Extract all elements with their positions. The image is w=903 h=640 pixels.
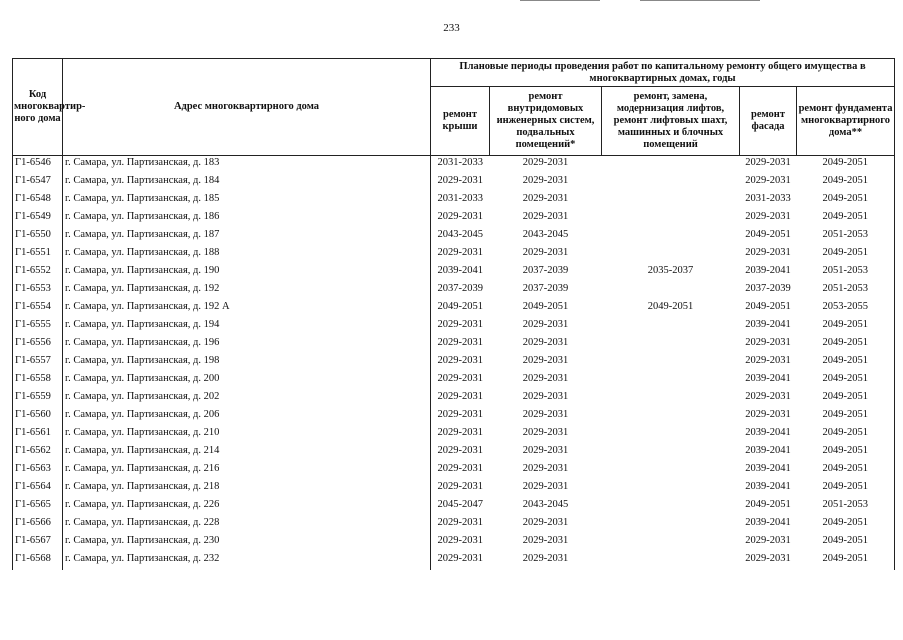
cell-address: г. Самара, ул. Партизанская, д. 228 [63,516,431,534]
cell-lifts [602,192,740,210]
cell-engineering: 2029-2031 [522,373,569,384]
cell-lifts [602,534,740,552]
cell-facade: 2029-2031 [745,391,791,402]
cell-address: г. Самара, ул. Партизанская, д. 192 [63,282,431,300]
cell-roof: 2029-2031 [431,426,490,444]
scan-edge-line-left [520,0,600,1]
cell-code: Г1-6551 [13,246,63,264]
cell-lifts [602,462,740,480]
cell-facade: 2049-2051 [745,229,791,240]
cell-address: г. Самара, ул. Партизанская, д. 194 [63,318,431,336]
cell-lifts [602,390,740,408]
cell-engineering: 2037-2039 [522,283,569,294]
cell-address: г. Самара, ул. Партизанская, д. 192 А [63,300,431,318]
cell-roof: 2029-2031 [431,390,490,408]
table-row [13,480,895,498]
table-row [13,408,895,426]
cell-engineering: 2029-2031 [522,337,569,348]
cell-foundation: 2049-2051 [797,534,895,552]
cell-lifts: 2049-2051 [647,301,694,312]
cell-engineering: 2037-2039 [522,265,569,276]
table-row [13,318,895,336]
cell-code: Г1-6565 [13,498,63,516]
cell-engineering: 2029-2031 [522,355,569,366]
cell-roof: 2029-2031 [431,534,490,552]
cell-foundation: 2051-2053 [797,228,895,246]
cell-engineering: 2029-2031 [522,517,569,528]
cell-lifts [602,354,740,372]
cell-lifts [602,210,740,228]
header-code: Код многоквартир-ного дома [13,59,63,156]
header-planned-periods: Плановые периоды проведения работ по капитальному ремонту общего имущества в многоквартирных домах, годы [431,59,895,87]
cell-code: Г1-6553 [13,282,63,300]
cell-code: Г1-6550 [13,228,63,246]
cell-code: Г1-6559 [13,390,63,408]
cell-engineering: 2029-2031 [522,391,569,402]
cell-facade: 2039-2041 [745,373,791,384]
cell-address: г. Самара, ул. Партизанская, д. 216 [63,462,431,480]
cell-code: Г1-6546 [13,156,63,175]
table-row [13,174,895,192]
cell-code: Г1-6568 [13,552,63,570]
table-row [13,498,895,516]
cell-engineering: 2029-2031 [522,481,569,492]
cell-roof: 2029-2031 [431,462,490,480]
cell-foundation: 2049-2051 [797,354,895,372]
cell-engineering: 2029-2031 [522,445,569,456]
cell-foundation: 2053-2055 [797,300,895,318]
cell-facade: 2049-2051 [745,499,791,510]
cell-facade: 2039-2041 [745,445,791,456]
cell-lifts [602,174,740,192]
cell-roof: 2029-2031 [431,444,490,462]
cell-code: Г1-6563 [13,462,63,480]
cell-code: Г1-6555 [13,318,63,336]
table-row [13,426,895,444]
cell-foundation: 2049-2051 [797,552,895,570]
cell-facade: 2031-2033 [745,193,791,204]
cell-foundation: 2049-2051 [797,390,895,408]
cell-code: Г1-6548 [13,192,63,210]
cell-address: г. Самара, ул. Партизанская, д. 183 [63,156,431,175]
cell-roof: 2029-2031 [431,336,490,354]
cell-address: г. Самара, ул. Партизанская, д. 196 [63,336,431,354]
cell-address: г. Самара, ул. Партизанская, д. 206 [63,408,431,426]
cell-engineering: 2029-2031 [522,193,569,204]
cell-roof: 2045-2047 [431,498,490,516]
table-row [13,462,895,480]
table-row [13,354,895,372]
cell-address: г. Самара, ул. Партизанская, д. 226 [63,498,431,516]
cell-address: г. Самара, ул. Партизанская, д. 188 [63,246,431,264]
cell-foundation: 2049-2051 [797,444,895,462]
cell-facade: 2029-2031 [745,175,791,186]
table-row [13,444,895,462]
table-row [13,246,895,264]
cell-address: г. Самара, ул. Партизанская, д. 210 [63,426,431,444]
cell-roof: 2029-2031 [431,552,490,570]
cell-foundation: 2049-2051 [797,408,895,426]
cell-address: г. Самара, ул. Партизанская, д. 232 [63,552,431,570]
cell-lifts [602,408,740,426]
scan-edge-line-right [640,0,760,1]
header-facade: ремонт фасада [740,87,797,156]
header-engineering: ремонт внутридомовых инженерных систем, подвальных помещений* [490,87,602,156]
table-row [13,534,895,552]
cell-address: г. Самара, ул. Партизанская, д. 190 [63,264,431,282]
cell-address: г. Самара, ул. Партизанская, д. 198 [63,354,431,372]
cell-code: Г1-6552 [13,264,63,282]
cell-lifts [602,228,740,246]
cell-lifts [602,336,740,354]
cell-lifts [602,516,740,534]
cell-engineering: 2043-2045 [522,229,569,240]
table-row [13,552,895,570]
cell-roof: 2031-2033 [431,156,490,175]
cell-code: Г1-6547 [13,174,63,192]
cell-address: г. Самара, ул. Партизанская, д. 218 [63,480,431,498]
header-address: Адрес многоквартирного дома [63,59,431,156]
cell-facade: 2029-2031 [745,247,791,258]
cell-engineering: 2029-2031 [522,175,569,186]
table-row [13,228,895,246]
cell-roof: 2029-2031 [431,354,490,372]
header-foundation: ремонт фундамента многоквартирного дома** [797,87,895,156]
cell-roof: 2029-2031 [431,408,490,426]
cell-engineering: 2029-2031 [522,553,569,564]
cell-foundation: 2049-2051 [797,516,895,534]
table-row [13,516,895,534]
cell-lifts [602,246,740,264]
cell-address: г. Самара, ул. Партизанская, д. 202 [63,390,431,408]
table-row [13,300,895,318]
cell-facade: 2029-2031 [745,337,791,348]
cell-lifts [602,426,740,444]
table-row [13,372,895,390]
cell-facade: 2049-2051 [745,301,791,312]
cell-facade: 2029-2031 [745,535,791,546]
cell-code: Г1-6558 [13,372,63,390]
cell-roof: 2029-2031 [431,246,490,264]
cell-facade: 2029-2031 [745,409,791,420]
cell-engineering: 2029-2031 [522,535,569,546]
cell-roof: 2029-2031 [431,210,490,228]
cell-roof: 2039-2041 [431,264,490,282]
cell-foundation: 2049-2051 [797,210,895,228]
header-roof: ремонт крыши [431,87,490,156]
cell-foundation: 2051-2053 [797,264,895,282]
cell-code: Г1-6561 [13,426,63,444]
cell-foundation: 2049-2051 [797,156,895,175]
cell-address: г. Самара, ул. Партизанская, д. 184 [63,174,431,192]
capital-repair-schedule-table [12,58,895,570]
table-body [13,156,895,571]
cell-facade: 2039-2041 [745,481,791,492]
table-row [13,156,895,175]
cell-code: Г1-6564 [13,480,63,498]
cell-foundation: 2049-2051 [797,462,895,480]
cell-lifts [602,498,740,516]
cell-engineering: 2029-2031 [522,319,569,330]
cell-facade: 2039-2041 [745,319,791,330]
table-row [13,390,895,408]
cell-lifts [602,318,740,336]
cell-facade: 2039-2041 [745,517,791,528]
cell-address: г. Самара, ул. Партизанская, д. 230 [63,534,431,552]
table-header [13,59,895,156]
cell-code: Г1-6560 [13,408,63,426]
cell-foundation: 2049-2051 [797,246,895,264]
cell-engineering: 2049-2051 [522,301,569,312]
cell-lifts [602,444,740,462]
cell-roof: 2043-2045 [431,228,490,246]
cell-code: Г1-6562 [13,444,63,462]
cell-lifts [602,282,740,300]
cell-address: г. Самара, ул. Партизанская, д. 186 [63,210,431,228]
header-lifts: ремонт, замена, модернизация лифтов, ремонт лифтовых шахт, машинных и блочных помещений [602,87,740,156]
cell-engineering: 2029-2031 [522,211,569,222]
cell-engineering: 2029-2031 [522,247,569,258]
cell-foundation: 2051-2053 [797,498,895,516]
cell-engineering: 2043-2045 [522,499,569,510]
cell-foundation: 2049-2051 [797,192,895,210]
cell-facade: 2039-2041 [745,265,791,276]
cell-foundation: 2049-2051 [797,426,895,444]
table-row [13,192,895,210]
cell-facade: 2029-2031 [745,553,791,564]
cell-engineering: 2029-2031 [522,157,569,168]
cell-lifts [602,372,740,390]
cell-roof: 2029-2031 [431,516,490,534]
cell-code: Г1-6566 [13,516,63,534]
cell-lifts [602,480,740,498]
cell-foundation: 2049-2051 [797,174,895,192]
cell-address: г. Самара, ул. Партизанская, д. 185 [63,192,431,210]
table-row [13,282,895,300]
cell-foundation: 2049-2051 [797,372,895,390]
cell-roof: 2029-2031 [431,372,490,390]
cell-roof: 2029-2031 [431,480,490,498]
cell-lifts: 2035-2037 [647,265,694,276]
cell-roof: 2029-2031 [431,174,490,192]
cell-code: Г1-6554 [13,300,63,318]
cell-facade: 2029-2031 [745,157,791,168]
cell-foundation: 2049-2051 [797,318,895,336]
page-number: 233 [443,22,460,34]
cell-code: Г1-6556 [13,336,63,354]
cell-foundation: 2049-2051 [797,336,895,354]
cell-lifts [602,156,740,175]
cell-code: Г1-6557 [13,354,63,372]
cell-roof: 2031-2033 [431,192,490,210]
table-row [13,210,895,228]
cell-facade: 2039-2041 [745,463,791,474]
cell-code: Г1-6549 [13,210,63,228]
cell-address: г. Самара, ул. Партизанская, д. 200 [63,372,431,390]
cell-facade: 2029-2031 [745,355,791,366]
cell-roof: 2037-2039 [431,282,490,300]
cell-address: г. Самара, ул. Партизанская, д. 214 [63,444,431,462]
cell-code: Г1-6567 [13,534,63,552]
cell-facade: 2029-2031 [745,211,791,222]
cell-facade: 2039-2041 [745,427,791,438]
table-row [13,264,895,282]
cell-foundation: 2049-2051 [797,480,895,498]
cell-engineering: 2029-2031 [522,463,569,474]
cell-roof: 2049-2051 [431,300,490,318]
cell-address: г. Самара, ул. Партизанская, д. 187 [63,228,431,246]
cell-foundation: 2051-2053 [797,282,895,300]
cell-facade: 2037-2039 [745,283,791,294]
cell-roof: 2029-2031 [431,318,490,336]
cell-lifts [602,552,740,570]
cell-engineering: 2029-2031 [522,427,569,438]
table-row [13,336,895,354]
cell-engineering: 2029-2031 [522,409,569,420]
